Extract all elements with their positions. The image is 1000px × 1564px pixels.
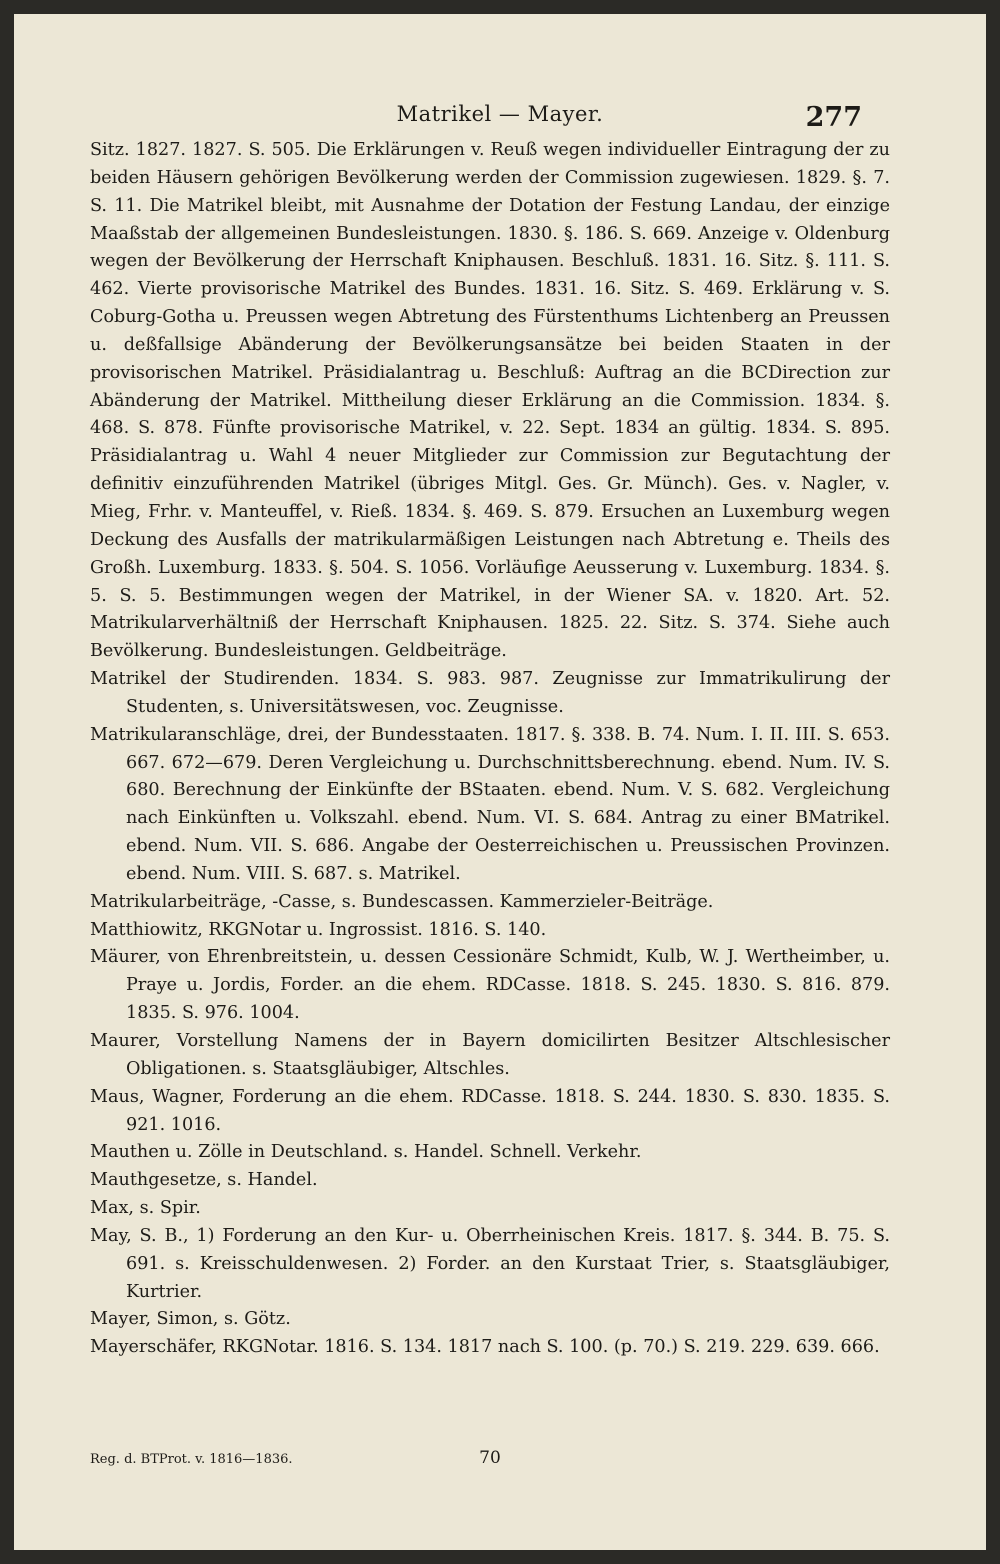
page-footer xyxy=(90,1448,890,1476)
index-entry-may: May, S. B., 1) Forderung an den Kur- u. Oberrheinischen Kreis. 1817. §. 344. B. 75. S. 691. s. Kreisschuldenwesen. 2) Forder. an den Kurstaat Trier, s. Staatsgläubiger, Kurtrier. xyxy=(90,1225,890,1302)
running-head: Matrikel — Mayer. xyxy=(396,102,604,126)
index-entry-maeurer: Mäurer, von Ehrenbreitstein, u. dessen Cessionäre Schmidt, Kulb, W. J. Wertheimber, u. Praye u. Jordis, Forder. an die ehem. RDCasse. 1818. S. 245. 1830. S. 816. 879. 1835. S. 976. 1004. xyxy=(90,947,890,1024)
index-entry-matrikularbeitraege: Matrikularbeiträge, -Casse, s. Bundescassen. Kammerzieler-Beiträge. xyxy=(90,891,714,912)
index-entry-matrikel-continued: Sitz. 1827. 1827. S. 505. Die Erklärungen v. Reuß wegen individueller Eintragung der zu beiden Häusern gehörigen Bevölkerung werden der Commission zugewiesen. 1829. §. 7. S. 11. Die Matrikel bleibt, mit Ausnahme der Dotation der Festung Landau, der einzige Maaßstab der allgemeinen Bundesleistungen. 1830. §. 186. S. 669. Anzeige v. Oldenburg wegen der Bevölkerung der Herrschaft Kniphausen. Beschluß. 1831. 16. Sitz. §. 111. S. 462. Vierte provisorische Matrikel des Bundes. 1831. 16. Sitz. S. 469. Erklärung v. S. Coburg-Gotha u. Preussen wegen Abtretung des Fürstenthums Lichtenberg an Preussen u. deßfallsige Abänderung der Bevölkerungsansätze bei beiden Staaten in der provisorischen Matrikel. Präsidialantrag u. Beschluß: Auftrag an die BCDirection zur Abänderung der Matrikel. Mittheilung dieser Erklärung an die Commission. 1834. §. 468. S. 878. Fünfte provisorische Matrikel, v. 22. Sept. 1834 an gültig. 1834. S. 895. Präsidialantrag u. Wahl 4 neuer Mitglieder zur Commission zur Begutachtung der definitiv einzuführenden Matrikel (übriges Mitgl. Ges. Gr. Münch). Ges. v. Nagler, v. Mieg, Frhr. v. Manteuffel, v. Rieß. 1834. §. 469. S. 879. Ersuchen an Luxemburg wegen Deckung des Ausfalls der matrikularmäßigen Leistungen nach Abtretung e. Theils des Großh. Luxemburg. 1833. §. 504. S. 1056. Vorläufige Aeusserung v. Luxemburg. 1834. §. 5. S. 5. Bestimmungen wegen der Matrikel, in der Wiener SA. v. 1820. Art. 52. Matrikularverhältniß der Herrschaft Kniphausen. 1825. 22. Sitz. S. 374. Siehe auch Bevölkerung. Bundesleistungen. Geldbeiträge. xyxy=(90,140,890,662)
page-number: 277 xyxy=(805,102,862,133)
index-entry-matrikel-der-studirenden: Matrikel der Studirenden. 1834. S. 983. 987. Zeugnisse zur Immatrikulirung der Studenten, s. Universitätswesen, voc. Zeugnisse. xyxy=(90,669,890,717)
signature-mark: Reg. d. BTProt. v. 1816—1836. xyxy=(90,1452,293,1467)
index-entry-mauthen: Mauthen u. Zölle in Deutschland. s. Handel. Schnell. Verkehr. xyxy=(90,1142,642,1163)
index-entries xyxy=(90,137,890,1362)
index-entry-mayer: Mayer, Simon, s. Götz. xyxy=(90,1309,291,1330)
page-header xyxy=(14,102,986,136)
index-entry-max: Max, s. Spir. xyxy=(90,1198,201,1219)
index-entry-matrikularanschlaege: Matrikularanschläge, drei, der Bundesstaaten. 1817. §. 338. B. 74. Num. I. II. III. S. 653. 667. 672—679. Deren Vergleichung u. Durchschnittsberechnung. ebend. Num. IV. S. 680. Berechnung der Einkünfte der BStaaten. ebend. Num. V. S. 682. Vergleichung nach Einkünften u. Volkszahl. ebend. Num. VI. S. 684. Antrag zu einer BMatrikel. ebend. Num. VII. S. 686. Angabe der Oesterreichischen u. Preussischen Provinzen. ebend. Num. VIII. S. 687. s. Matrikel. xyxy=(90,724,890,884)
book-page xyxy=(14,14,986,1550)
index-entry-maus: Maus, Wagner, Forderung an die ehem. RDCasse. 1818. S. 244. 1830. S. 830. 1835. S. 921. 1016. xyxy=(90,1086,890,1135)
index-entry-mayerschaefer: Mayerschäfer, RKGNotar. 1816. S. 134. 1817 nach S. 100. (p. 70.) S. 219. 229. 639. 666. xyxy=(90,1337,880,1358)
index-entry-maurer: Maurer, Vorstellung Namens der in Bayern domicilirten Besitzer Altschlesischer Obligationen. s. Staatsgläubiger, Altschles. xyxy=(90,1031,890,1079)
index-entry-matthiowitz: Matthiowitz, RKGNotar u. Ingrossist. 1816. S. 140. xyxy=(90,919,547,940)
sheet-number: 70 xyxy=(479,1448,501,1468)
index-entry-mauthgesetze: Mauthgesetze, s. Handel. xyxy=(90,1170,318,1191)
